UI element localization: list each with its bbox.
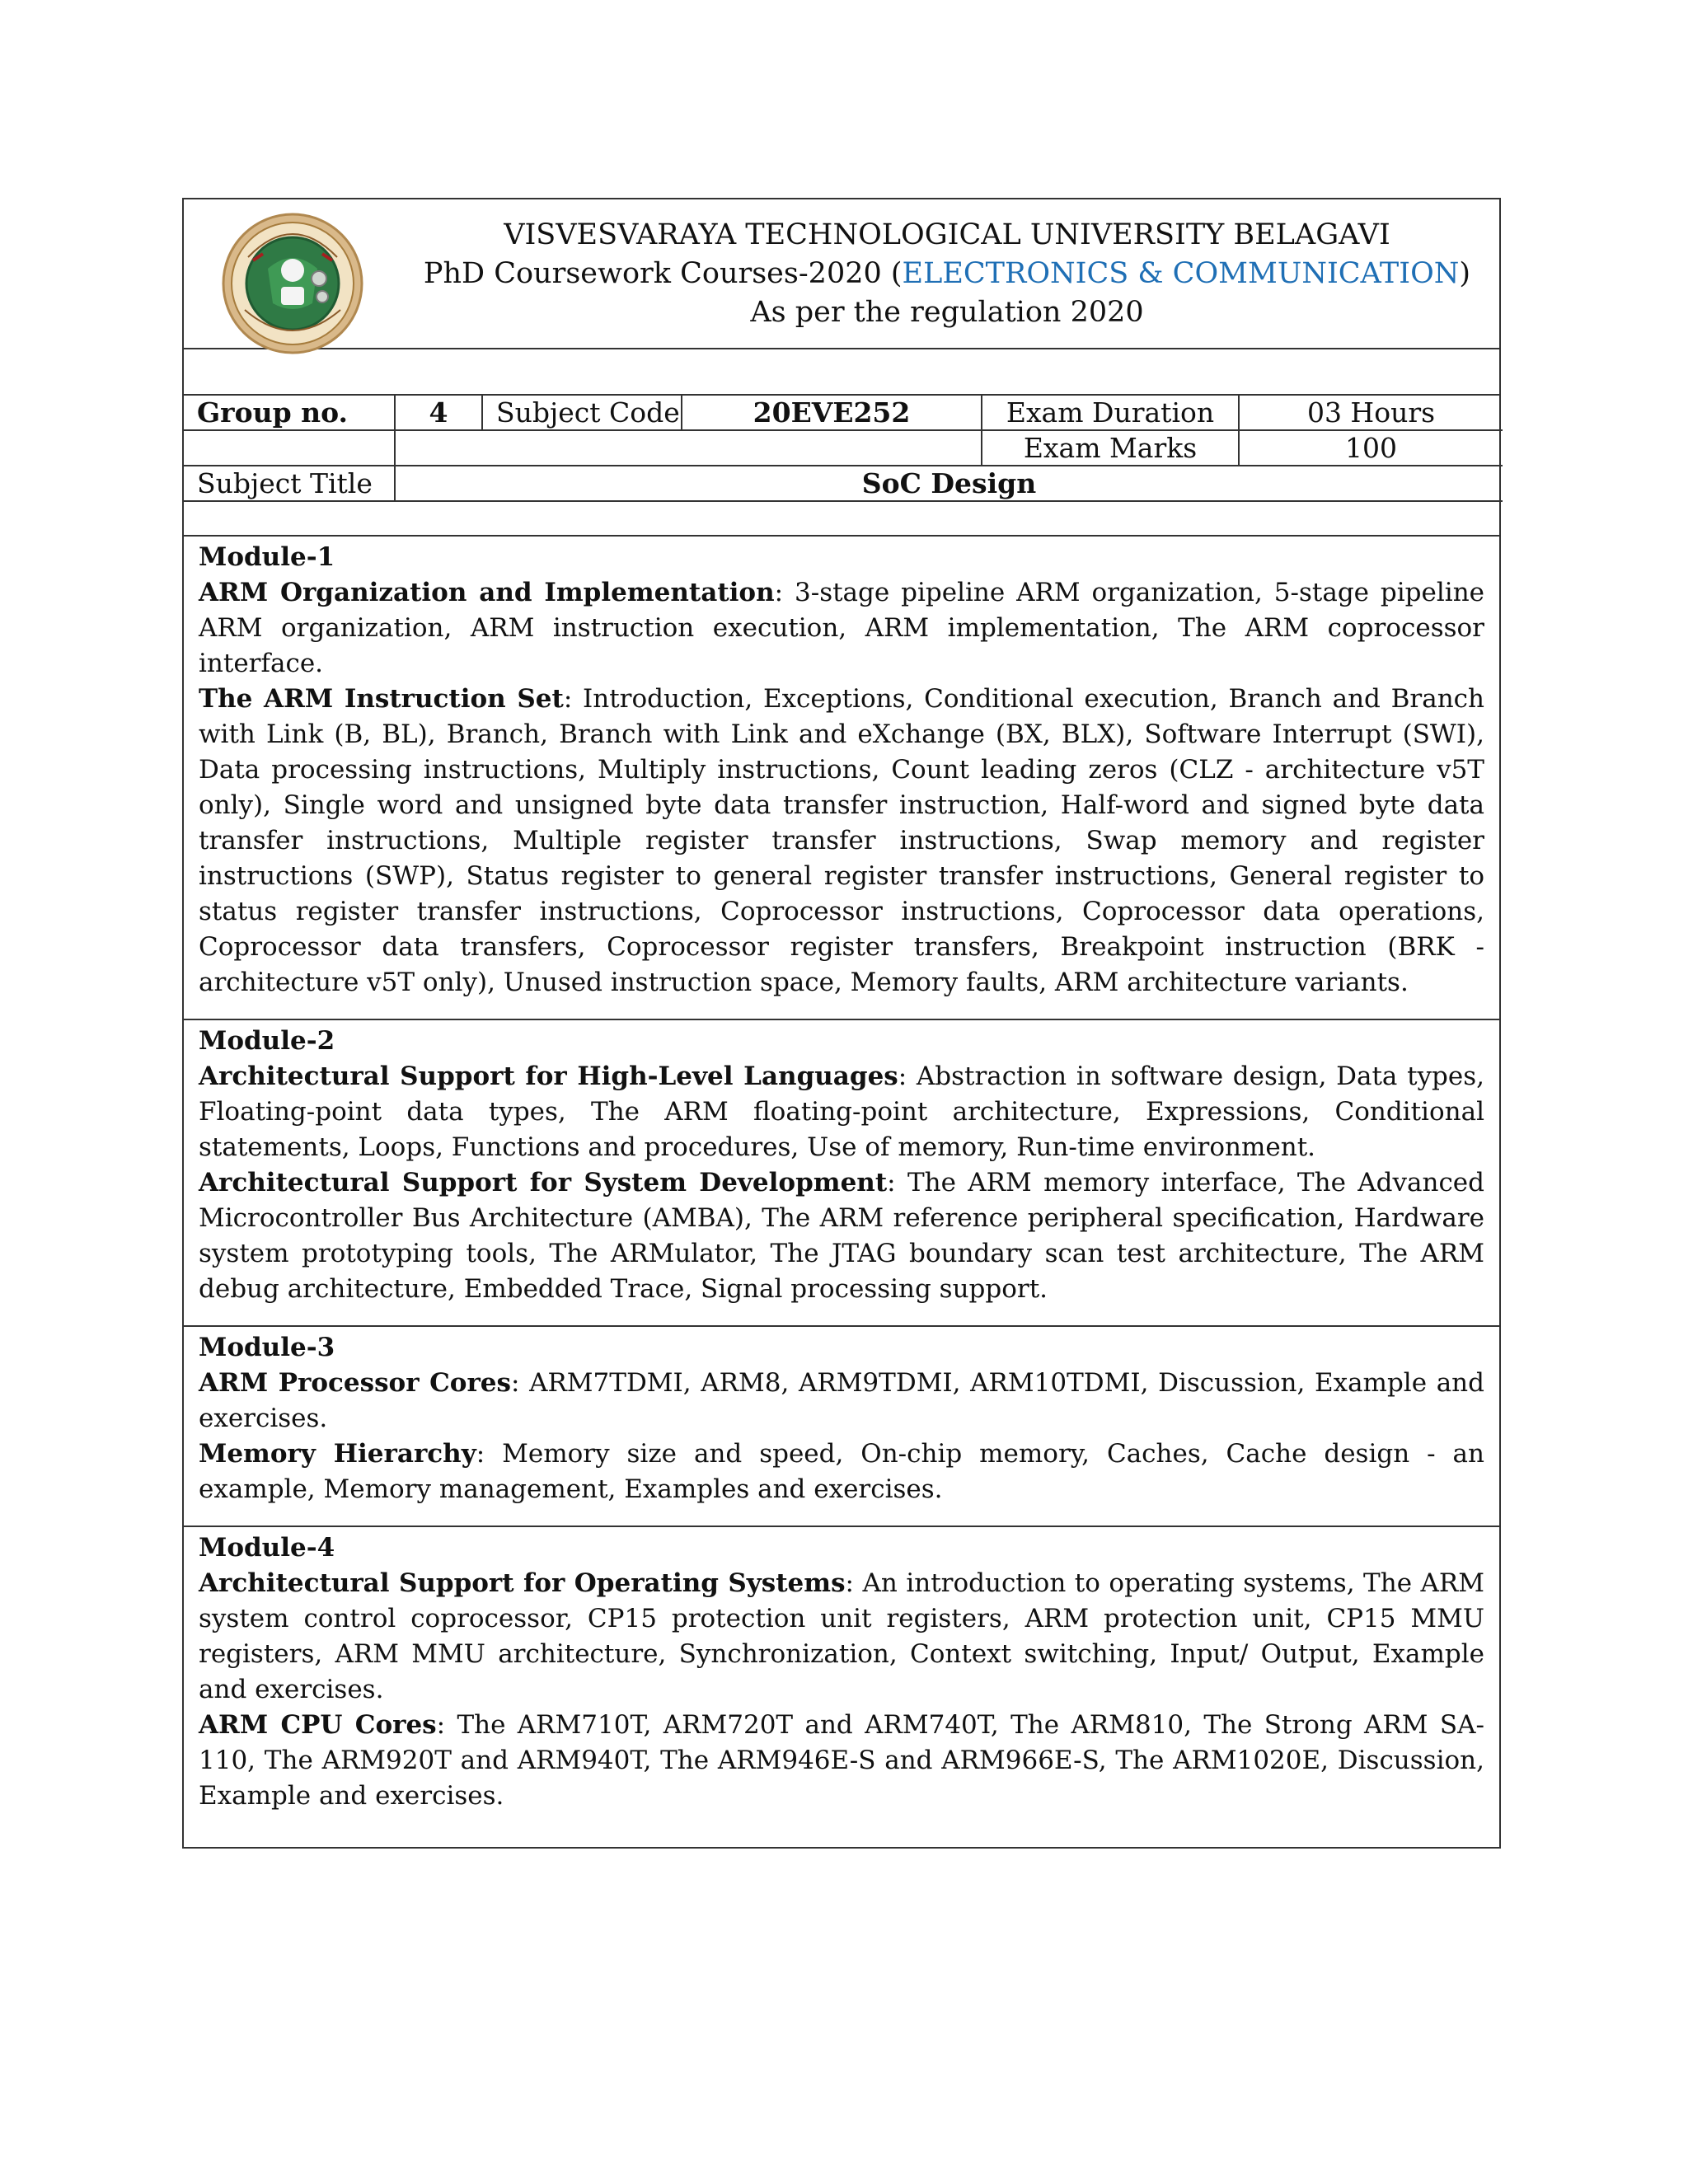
- group-value: 4: [395, 396, 482, 430]
- subject-code-value: 20EVE252: [682, 396, 982, 430]
- topic-body: : The ARM memory interface, The Advanced Microcontroller Bus Architecture (AMBA), The ARM reference peripheral specification, Hardware system prototyping tools, The ARMulator, The JTAG boundary scan test architecture, The ARM debug architecture, Embedded Trace, Signal processing support.: [199, 1168, 1484, 1304]
- topic-body: : ARM7TDMI, ARM8, ARM9TDMI, ARM10TDMI, Discussion, Example and exercises.: [199, 1368, 1484, 1433]
- module-topic: [199, 1708, 1484, 1814]
- module-topic: [199, 1366, 1484, 1436]
- document-header: [184, 199, 1499, 349]
- module-topic: [199, 1165, 1484, 1307]
- module-4: [184, 1527, 1499, 1847]
- module-title: Module-3: [199, 1333, 335, 1362]
- coursework-prefix: PhD Coursework Courses-2020 (: [423, 256, 903, 290]
- exam-marks-value: 100: [1239, 430, 1503, 466]
- module-title: Module-1: [199, 542, 335, 572]
- exam-duration-label: Exam Duration: [982, 396, 1239, 430]
- module-1: [184, 537, 1499, 1020]
- info-row-group: [184, 396, 1503, 430]
- regulation-line: As per the regulation 2020: [750, 295, 1144, 329]
- topic-heading: Architectural Support for System Development: [199, 1168, 888, 1197]
- topic-body: : An introduction to operating systems, The ARM system control coprocessor, CP15 protection unit registers, ARM protection unit, CP15 MMU registers, ARM MMU architecture, Synchronization, Context switching, Input/ Output, Example and exercises.: [199, 1568, 1484, 1704]
- topic-heading: The ARM Instruction Set: [199, 684, 564, 714]
- info-row-title: [184, 466, 1503, 501]
- empty-cell: [184, 430, 395, 466]
- subject-title-label: Subject Title: [184, 466, 395, 501]
- topic-body: : The ARM710T, ARM720T and ARM740T, The ARM810, The Strong ARM SA-110, The ARM920T and ARM940T, The ARM946E-S and ARM966E-S, The ARM1020E, Discussion, Example and exercises.: [199, 1710, 1484, 1811]
- info-row-marks: [184, 430, 1503, 466]
- blank-row: [184, 502, 1499, 537]
- topic-heading: Architectural Support for High-Level Languages: [199, 1062, 898, 1091]
- department-name: ELECTRONICS & COMMUNICATION: [902, 256, 1460, 290]
- module-topic: [199, 1436, 1484, 1507]
- topic-heading: Memory Hierarchy: [199, 1439, 476, 1469]
- subject-code-label: Subject Code: [482, 396, 682, 430]
- university-seal-icon: [220, 211, 365, 356]
- blank-row: [184, 349, 1499, 396]
- syllabus-sheet: [182, 198, 1501, 1849]
- empty-cell: [395, 430, 982, 466]
- topic-heading: ARM Processor Cores: [199, 1368, 511, 1398]
- coursework-suffix: ): [1459, 256, 1471, 290]
- coursework-line: [424, 255, 1470, 293]
- topic-body: : Memory size and speed, On-chip memory, Caches, Cache design - an example, Memory management, Examples and exercises.: [199, 1439, 1484, 1504]
- module-topic: [199, 682, 1484, 1001]
- topic-body: : 3-stage pipeline ARM organization, 5-stage pipeline ARM organization, ARM instruction execution, ARM implementation, The ARM coprocessor interface.: [199, 578, 1484, 678]
- topic-heading: ARM Organization and Implementation: [199, 578, 775, 607]
- subject-title-value: SoC Design: [395, 466, 1503, 501]
- exam-marks-label: Exam Marks: [982, 430, 1239, 466]
- topic-body: : Introduction, Exceptions, Conditional execution, Branch and Branch with Link (B, BL), Branch, Branch with Link and eXchange (BX, BLX), Software Interrupt (SWI), Data processing instructions, Multiply instructions, Count leading zeros (CLZ - architecture v5T only), Single word and unsigned byte data transfer instruction, Half-word and signed byte data transfer instructions, Multiple register transfer instructions, Swap memory and register instructions (SWP), Status register to general register transfer instructions, General register to status register transfer instructions, Coprocessor instructions, Coprocessor data operations, Coprocessor data transfers, Coprocessor register transfers, Breakpoint instruction (BRK - architecture v5T only), Unused instruction space, Memory faults, ARM architecture variants.: [199, 684, 1485, 997]
- module-title: Module-4: [199, 1533, 335, 1563]
- header-title-block: [395, 199, 1499, 348]
- course-info-table: [184, 396, 1503, 502]
- topic-body: : Abstraction in software design, Data types, Floating-point data types, The ARM floating-point architecture, Expressions, Conditional statements, Loops, Functions and procedures, Use of memory, Run-time environment.: [199, 1062, 1484, 1162]
- exam-duration-value: 03 Hours: [1239, 396, 1503, 430]
- university-name: VISVESVARAYA TECHNOLOGICAL UNIVERSITY BELAGAVI: [504, 218, 1390, 251]
- topic-heading: ARM CPU Cores: [199, 1710, 437, 1740]
- module-title: Module-2: [199, 1026, 335, 1056]
- module-topic: [199, 1059, 1484, 1165]
- module-topic: [199, 1566, 1484, 1708]
- module-2: [184, 1020, 1499, 1327]
- topic-heading: Architectural Support for Operating Systems: [199, 1568, 846, 1598]
- group-label: Group no.: [184, 396, 395, 430]
- module-3: [184, 1327, 1499, 1527]
- module-topic: [199, 575, 1484, 682]
